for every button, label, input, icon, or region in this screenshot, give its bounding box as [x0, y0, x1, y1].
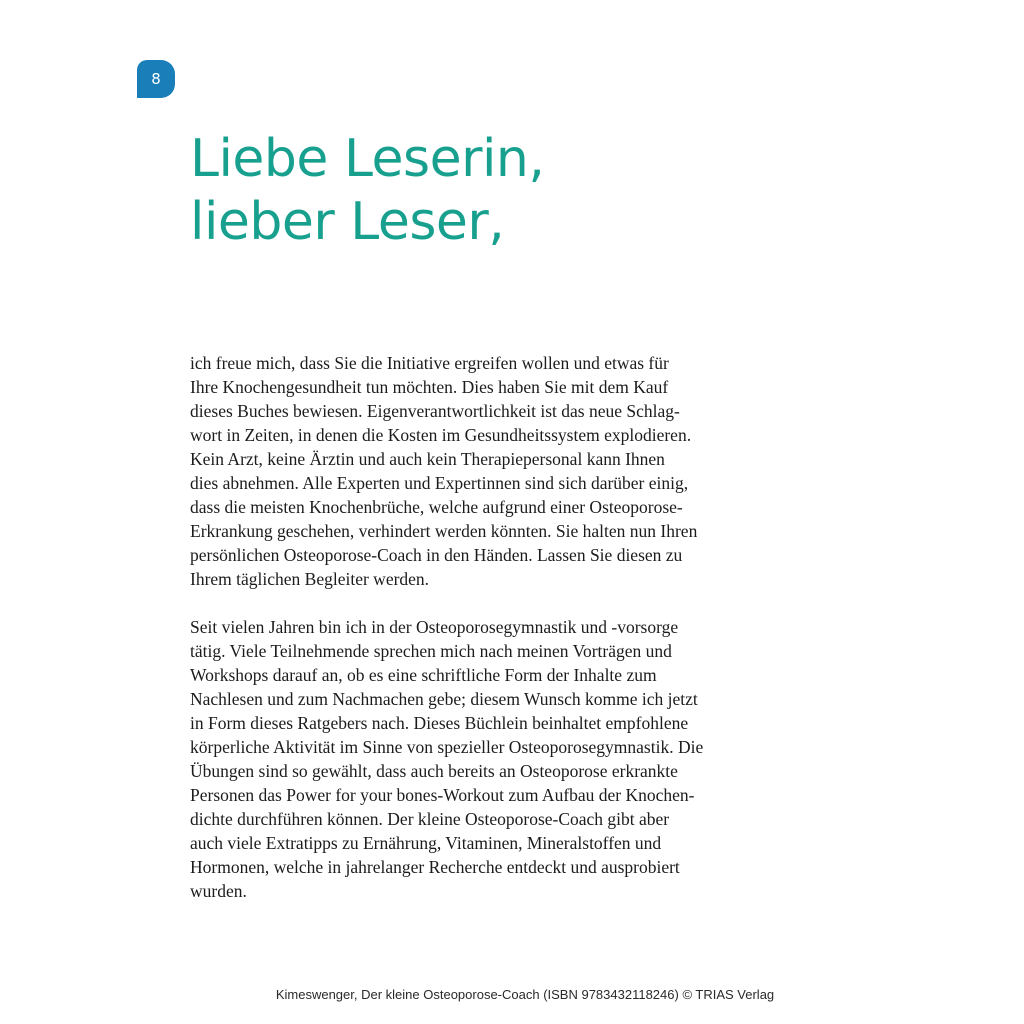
page-title [190, 128, 544, 254]
paragraph-1 [190, 351, 750, 591]
text-line: Personen das Power for your bones-Workout zum Aufbau der Knochen- [190, 785, 695, 805]
text-line: in Form dieses Ratgebers nach. Dieses Büchlein beinhaltet empfohlene [190, 713, 689, 733]
body-text [190, 351, 750, 927]
text-line: körperliche Aktivität im Sinne von spezieller Osteoporosegymnastik. Die [190, 737, 704, 757]
text-line: tätig. Viele Teilnehmende sprechen mich nach meinen Vorträgen und [190, 641, 672, 661]
text-line: wort in Zeiten, in denen die Kosten im Gesundheitssystem explodieren. [190, 425, 692, 445]
title-line-2: lieber Leser, [190, 192, 505, 252]
text-line: wurden. [190, 881, 247, 901]
text-line: auch viele Extratipps zu Ernährung, Vitaminen, Mineralstoffen und [190, 833, 662, 853]
text-line: Workshops darauf an, ob es eine schriftliche Form der Inhalte zum [190, 665, 657, 685]
footer-citation: Kimeswenger, Der kleine Osteoporose-Coach (ISBN 9783432118246) © TRIAS Verlag [275, 987, 775, 1002]
text-line: dass die meisten Knochenbrüche, welche aufgrund einer Osteoporose- [190, 497, 683, 517]
text-line: Nachlesen und zum Nachmachen gebe; diesem Wunsch komme ich jetzt [190, 689, 698, 709]
text-line: persönlichen Osteoporose-Coach in den Händen. Lassen Sie diesen zu [190, 545, 683, 565]
text-line: dies abnehmen. Alle Experten und Expertinnen sind sich darüber einig, [190, 473, 689, 493]
paragraph-2 [190, 615, 750, 903]
text-line: Übungen sind so gewählt, dass auch bereits an Osteoporose erkrankte [190, 761, 678, 781]
title-line-1: Liebe Leserin, [190, 129, 545, 189]
text-line: Kein Arzt, keine Ärztin und auch kein Therapiepersonal kann Ihnen [190, 449, 665, 469]
text-line: Ihrem täglichen Begleiter werden. [190, 569, 430, 589]
page-number-badge [137, 60, 175, 98]
text-line: Erkrankung geschehen, verhindert werden könnten. Sie halten nun Ihren [190, 521, 698, 541]
text-line: dieses Buches bewiesen. Eigenverantwortlichkeit ist das neue Schlag- [190, 401, 680, 421]
text-line: Seit vielen Jahren bin ich in der Osteoporosegymnastik und -vorsorge [190, 617, 679, 637]
text-line: Hormonen, welche in jahrelanger Recherche entdeckt und ausprobiert [190, 857, 680, 877]
text-line: ich freue mich, dass Sie die Initiative ergreifen wollen und etwas für [190, 353, 669, 373]
text-line: Ihre Knochengesundheit tun möchten. Dies haben Sie mit dem Kauf [190, 377, 669, 397]
text-line: dichte durchführen können. Der kleine Osteoporose-Coach gibt aber [190, 809, 670, 829]
page-number: 8 [151, 70, 161, 88]
